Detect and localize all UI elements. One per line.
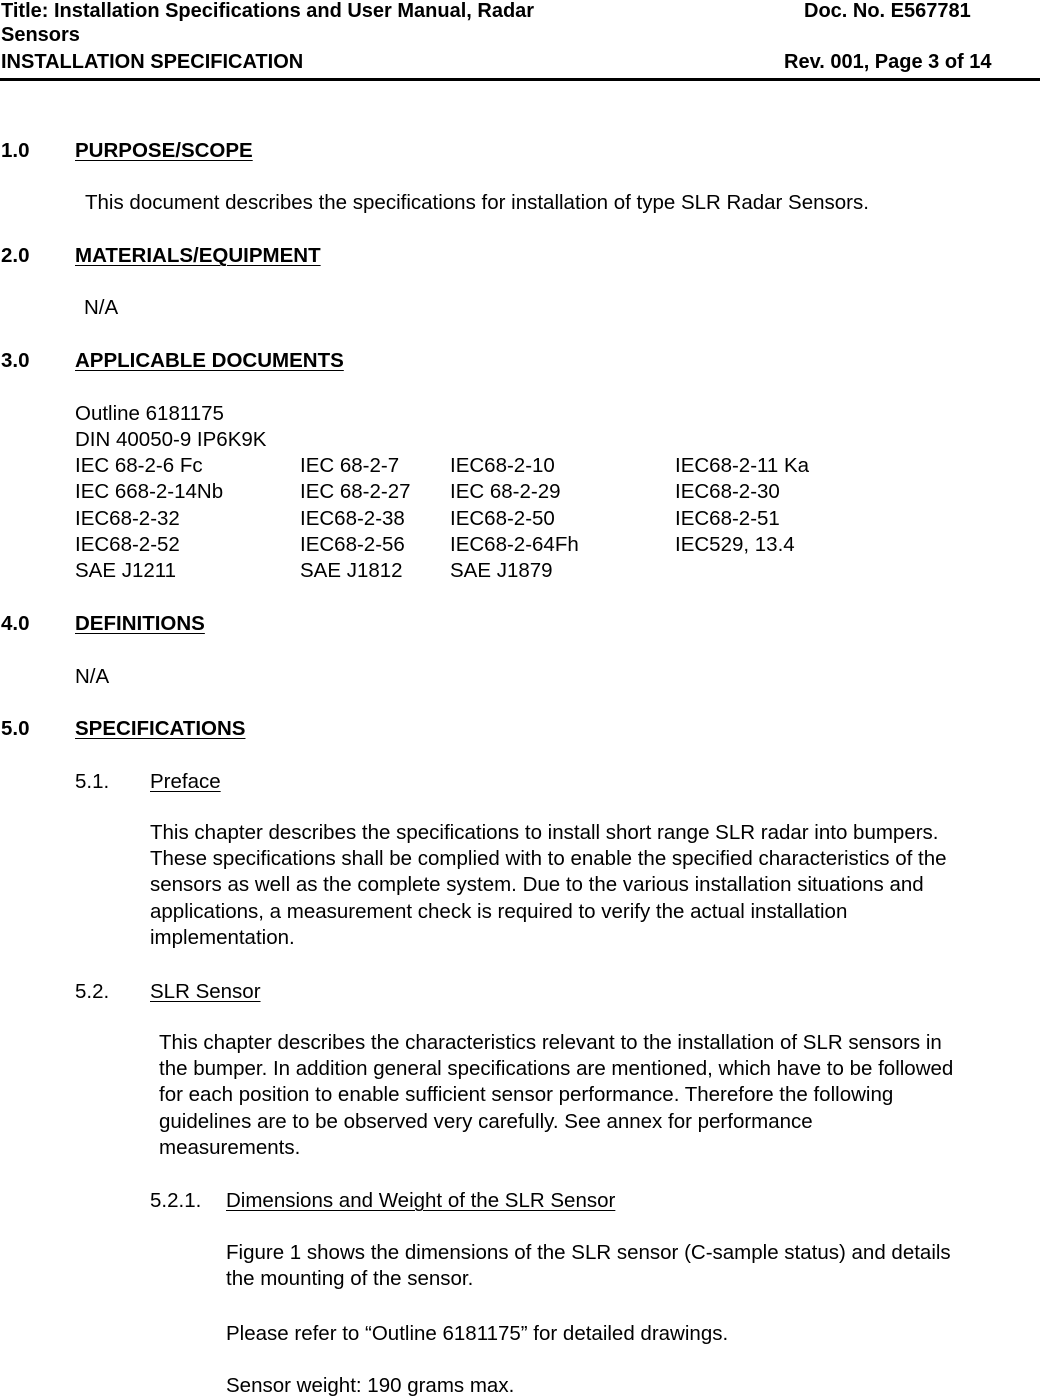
section-5-title: SPECIFICATIONS [75,717,246,740]
doc-title-line2: Sensors [1,24,80,46]
doc-din: DIN 40050-9 IP6K9K [75,428,267,451]
section-1-text: This document describes the specifications for installation of type SLR Radar Sensors. [85,191,869,214]
paragraph-line: These specifications shall be complied with to enable the specified characteristics of the [150,847,947,871]
paragraph-line: for each position to enable sufficient sensor performance. Therefore the following [159,1083,894,1107]
doc-table-cell: IEC68-2-50 [450,507,555,530]
doc-table-cell: IEC68-2-30 [675,480,780,503]
section-5-number: 5.0 [1,717,30,740]
paragraph-line: guidelines are to be observed very carefully. See annex for performance [159,1109,813,1133]
doc-title-line1: Title: Installation Specifications and User Manual, Radar [1,0,535,22]
section-3-title: APPLICABLE DOCUMENTS [75,349,344,372]
subsection-5-2-title: SLR Sensor [150,980,261,1003]
subsection-5-1-title: Preface [150,770,221,793]
paragraph-line: Figure 1 shows the dimensions of the SLR sensor (C-sample status) and details [226,1241,951,1264]
section-2-title: MATERIALS/EQUIPMENT [75,244,321,267]
subsection-5-2-number: 5.2. [75,980,110,1003]
doc-table-cell: IEC68-2-38 [300,507,405,530]
doc-subtitle: INSTALLATION SPECIFICATION [1,51,304,73]
doc-table-cell: IEC 68-2-7 [300,454,400,477]
section-1-number: 1.0 [1,139,30,162]
header-rule [0,78,1040,81]
subsection-5-1-paragraph [150,820,947,951]
paragraph-line: This chapter describes the characteristics relevant to the installation of SLR sensors in [159,1031,942,1054]
section-2-text: N/A [84,296,119,319]
paragraph-line: applications, a measurement check is required to verify the actual installation [150,899,848,923]
subsection-5-2-1-paragraph [226,1240,951,1292]
paragraph-line: measurements. [159,1135,301,1159]
doc-table-cell: IEC68-2-10 [450,454,555,477]
subsection-5-2-paragraph [159,1030,953,1161]
paragraph-line: This chapter describes the specifications to install short range SLR radar into bumpers. [150,821,939,844]
doc-table-cell: SAE J1879 [450,559,553,582]
doc-table-cell: IEC 68-2-29 [450,480,561,503]
section-2-number: 2.0 [1,244,30,267]
paragraph-line: sensors as well as the complete system. Due to the various installation situations and [150,873,924,897]
doc-table-cell: IEC68-2-56 [300,533,405,556]
subsection-5-1-number: 5.1. [75,770,110,793]
subsection-5-2-1-number: 5.2.1. [150,1189,202,1212]
doc-table-cell: IEC 68-2-27 [300,480,411,503]
section-3-number: 3.0 [1,349,30,372]
doc-table-cell: SAE J1812 [300,559,403,582]
paragraph-line: the mounting of the sensor. [226,1267,474,1291]
outline-reference-text: Please refer to “Outline 6181175” for detailed drawings. [226,1322,729,1345]
doc-number: Doc. No. E567781 [804,0,971,22]
section-1-title: PURPOSE/SCOPE [75,139,253,162]
doc-table-cell: IEC68-2-11 Ka [675,454,810,477]
doc-table-cell: IEC529, 13.4 [675,533,795,556]
doc-table-cell: SAE J1211 [75,559,177,582]
section-4-text: N/A [75,665,110,688]
rev-page: Rev. 001, Page 3 of 14 [784,51,992,73]
doc-table-cell: IEC68-2-52 [75,533,180,556]
paragraph-line: implementation. [150,925,295,949]
section-4-number: 4.0 [1,612,30,635]
doc-outline: Outline 6181175 [75,402,224,425]
doc-table-cell: IEC68-2-32 [75,507,180,530]
subsection-5-2-1-title: Dimensions and Weight of the SLR Sensor [226,1189,616,1212]
sensor-weight-text: Sensor weight: 190 grams max. [226,1374,515,1397]
section-4-title: DEFINITIONS [75,612,205,635]
doc-table-cell: IEC 68-2-6 Fc [75,454,203,477]
doc-table-cell: IEC 668-2-14Nb [75,480,224,503]
paragraph-line: the bumper. In addition general specifications are mentioned, which have to be followed [159,1057,954,1081]
doc-table-cell: IEC68-2-64Fh [450,533,579,556]
doc-table-cell: IEC68-2-51 [675,507,780,530]
